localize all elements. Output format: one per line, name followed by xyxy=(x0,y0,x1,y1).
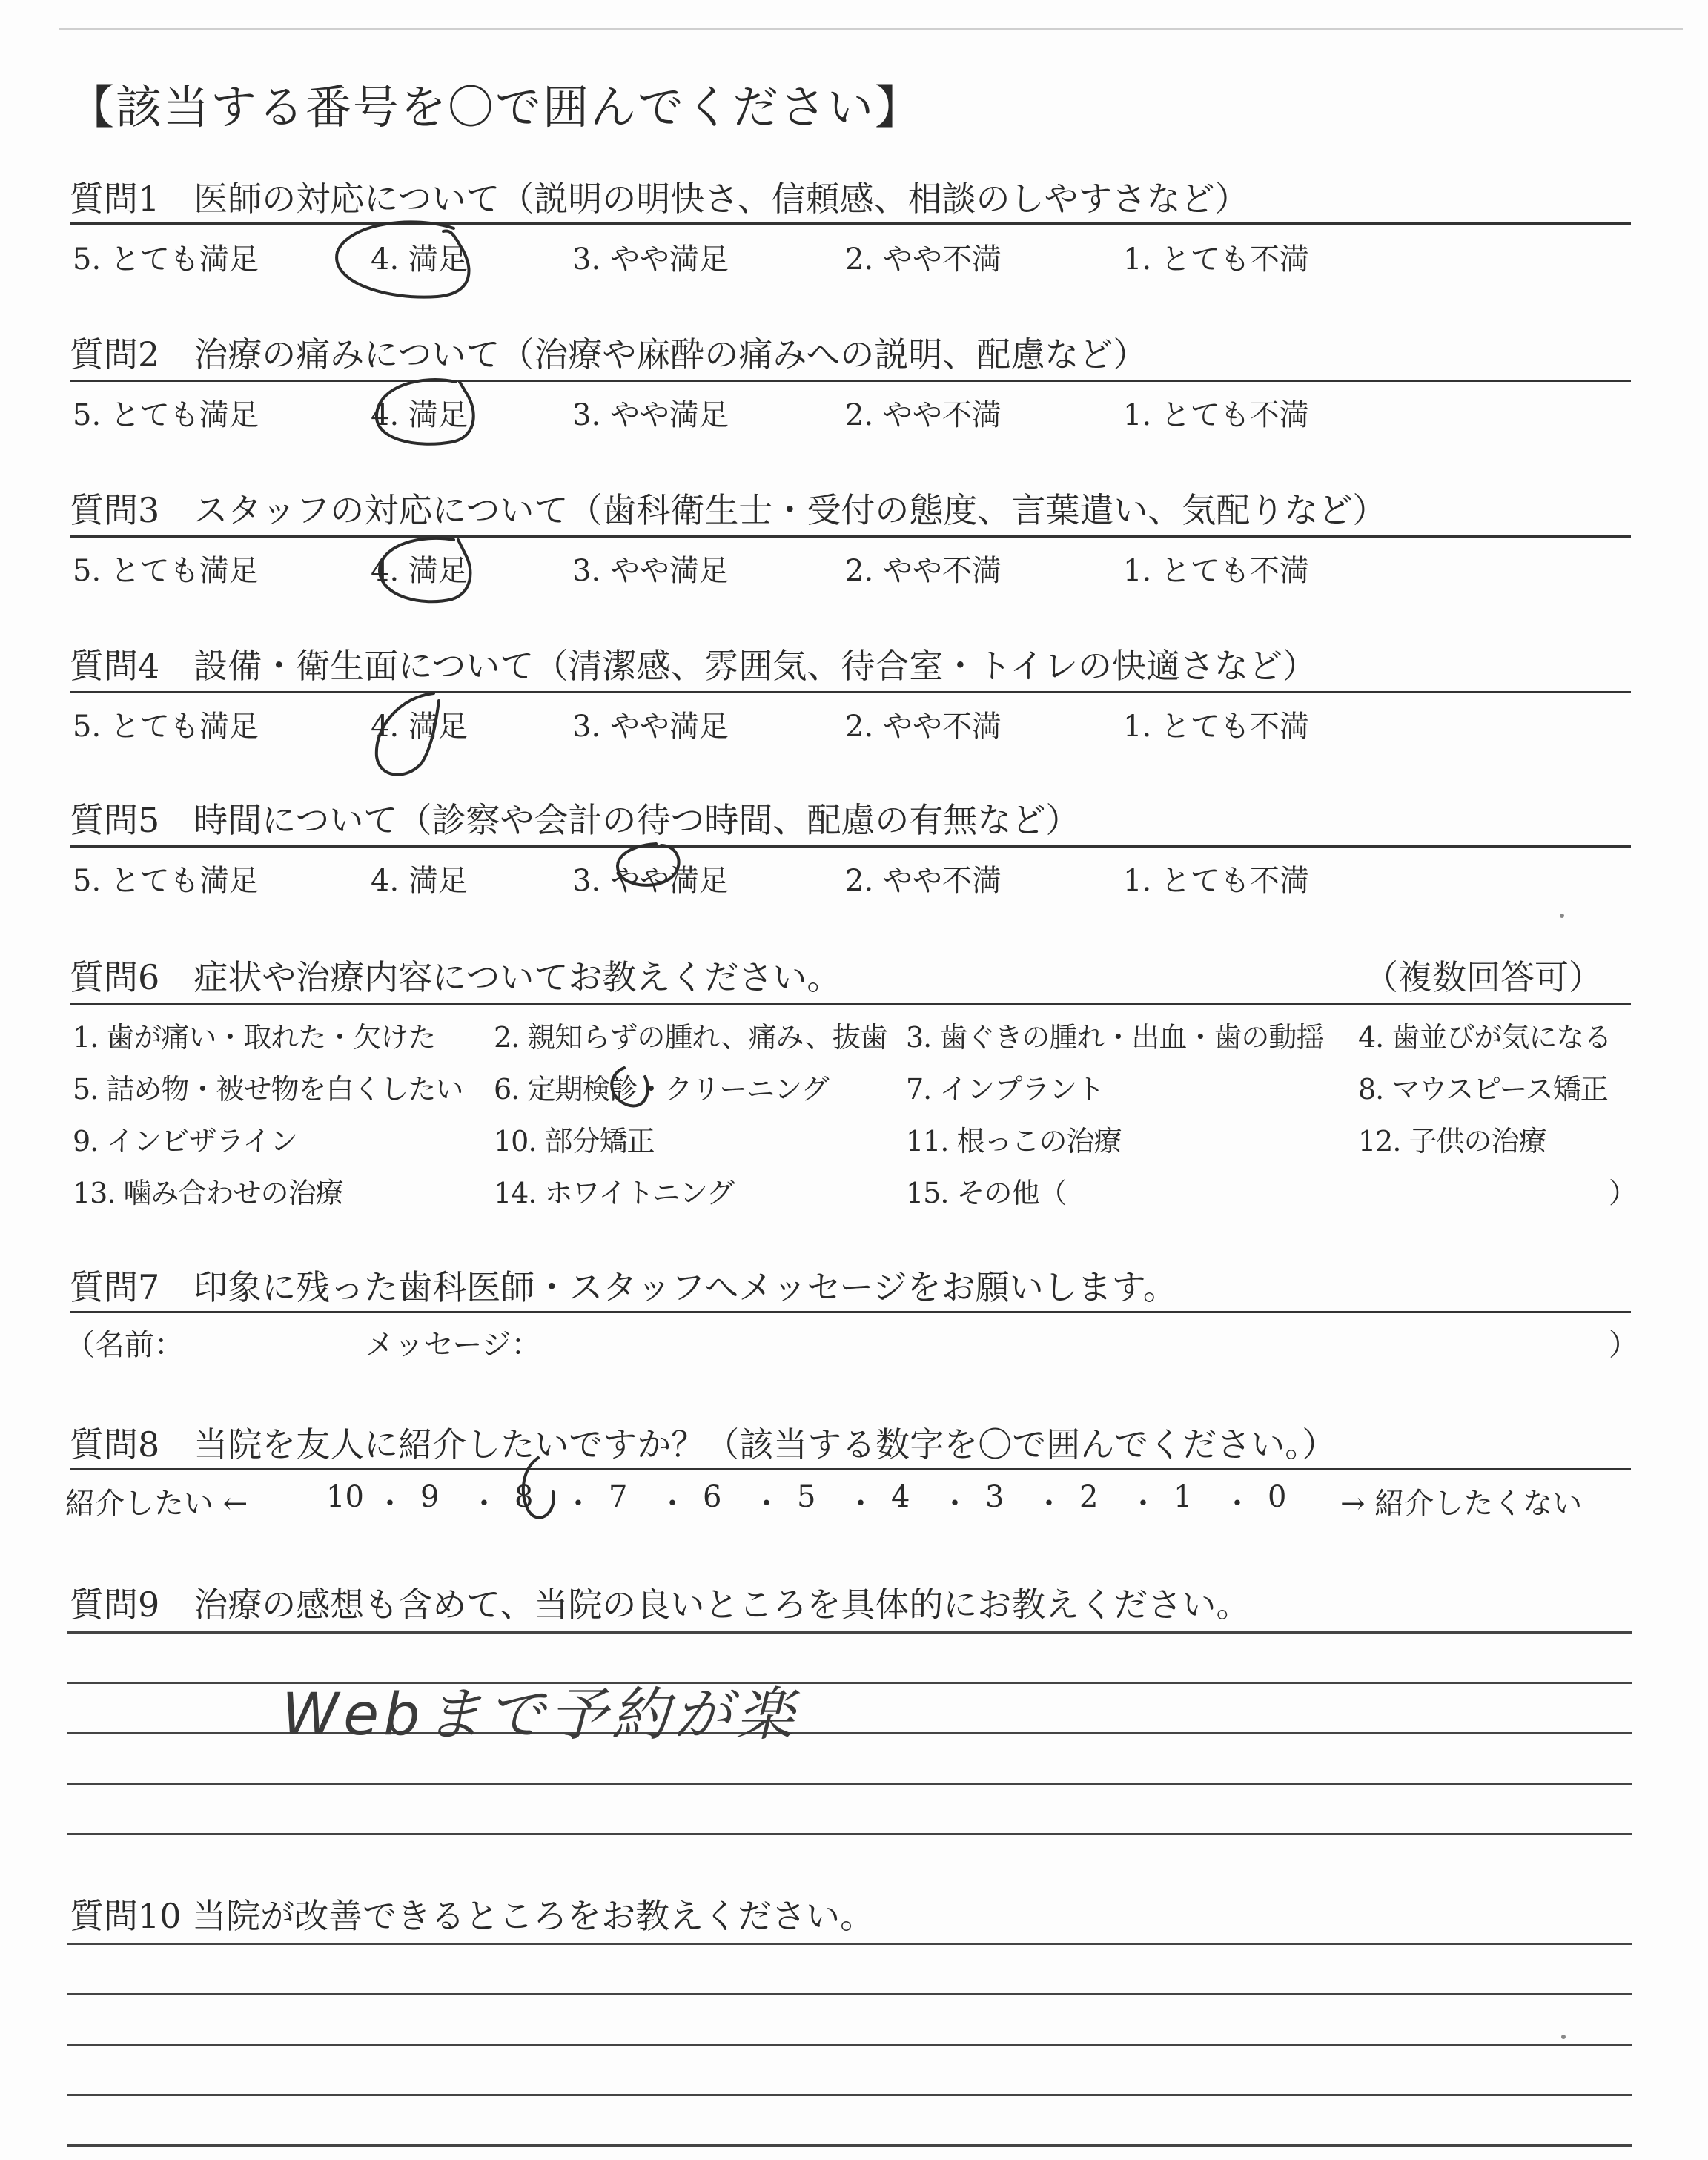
q4-option-5[interactable]: 5. とても満足 xyxy=(73,710,259,744)
q10-write-line-3 xyxy=(67,2044,1632,2046)
q5-option-5[interactable]: 5. とても満足 xyxy=(73,864,259,898)
q6-item-13[interactable]: 13. 噛み合わせの治療 xyxy=(73,1177,343,1209)
question-2-title: 質問2 治療の痛みについて（治療や麻酔の痛みへの説明、配慮など） xyxy=(70,334,1148,374)
q8-scale-separator: ・ xyxy=(1034,1487,1064,1521)
q3-option-5[interactable]: 5. とても満足 xyxy=(73,554,259,588)
q2-option-2[interactable]: 2. やや不満 xyxy=(845,398,1002,432)
q8-scale-separator: ・ xyxy=(846,1487,875,1521)
q5-option-1[interactable]: 1. とても不満 xyxy=(1123,864,1309,898)
q2-option-1[interactable]: 1. とても不満 xyxy=(1123,398,1309,432)
page-header: 【該当する番号を〇で囲んでください】 xyxy=(68,80,923,134)
q4-option-1[interactable]: 1. とても不満 xyxy=(1123,710,1309,744)
q1-option-1[interactable]: 1. とても不満 xyxy=(1123,242,1309,277)
question-6-note: （複数回答可） xyxy=(1364,957,1603,997)
q7-message-label: メッセージ： xyxy=(365,1328,541,1362)
q6-item-3[interactable]: 3. 歯ぐきの腫れ・出血・歯の動揺 xyxy=(906,1021,1324,1054)
q8-scale-number[interactable]: 10 xyxy=(326,1480,364,1514)
q8-scale-separator: ・ xyxy=(940,1487,970,1521)
q2-option-3[interactable]: 3. やや満足 xyxy=(572,398,729,432)
q3-option-4[interactable]: 4. 満足 xyxy=(371,554,468,588)
q9-handwritten-answer: Webまで予約が楽 xyxy=(282,1682,798,1748)
q5-option-2[interactable]: 2. やや不満 xyxy=(845,864,1002,898)
q2-option-5[interactable]: 5. とても満足 xyxy=(73,398,259,432)
question-2-rule xyxy=(70,380,1631,382)
q1-option-4[interactable]: 4. 満足 xyxy=(371,242,468,277)
question-6-rule xyxy=(70,1003,1631,1005)
question-8-title: 質問8 当院を友人に紹介したいですか？（該当する数字を〇で囲んでください。） xyxy=(70,1424,1337,1464)
q6-item-5[interactable]: 5. 詰め物・被せ物を白くしたい xyxy=(73,1073,463,1106)
question-9-title: 質問9 治療の感想も含めて、当院の良いところを具体的にお教えください。 xyxy=(70,1585,1251,1625)
q8-scale-number[interactable]: 3 xyxy=(985,1480,1004,1514)
q10-write-line-4 xyxy=(67,2094,1632,2096)
q4-option-3[interactable]: 3. やや満足 xyxy=(572,710,729,744)
question-3-title: 質問3 スタッフの対応について（歯科衛生士・受付の態度、言葉遣い、気配りなど） xyxy=(70,490,1387,530)
q3-option-1[interactable]: 1. とても不満 xyxy=(1123,554,1309,588)
q8-scale-number[interactable]: 4 xyxy=(891,1480,910,1514)
q10-write-line-1 xyxy=(67,1943,1632,1945)
q5-option-3[interactable]: 3. やや満足 xyxy=(572,864,729,898)
question-1-rule xyxy=(70,222,1631,225)
q6-item-4[interactable]: 4. 歯並びが気になる xyxy=(1358,1021,1612,1054)
q5-option-4[interactable]: 4. 満足 xyxy=(371,864,468,898)
q8-scale-separator: ・ xyxy=(563,1487,593,1521)
q8-scale-number[interactable]: 8 xyxy=(514,1480,534,1514)
q9-write-line-4 xyxy=(67,1783,1632,1785)
q6-item-10[interactable]: 10. 部分矯正 xyxy=(494,1125,655,1157)
question-6-title: 質問6 症状や治療内容についてお教えください。 xyxy=(70,957,841,997)
question-3-rule xyxy=(70,535,1631,538)
q8-scale-number[interactable]: 9 xyxy=(420,1480,440,1514)
q1-option-5[interactable]: 5. とても満足 xyxy=(73,242,259,277)
q10-write-line-5 xyxy=(67,2144,1632,2147)
q4-option-2[interactable]: 2. やや不満 xyxy=(845,710,1002,744)
question-4-title: 質問4 設備・衛生面について（清潔感、雰囲気、待合室・トイレの快適さなど） xyxy=(70,646,1317,686)
question-7-title: 質問7 印象に残った歯科医師・スタッフへメッセージをお願いします。 xyxy=(70,1267,1177,1307)
q6-item-2[interactable]: 2. 親知らずの腫れ、痛み、抜歯 xyxy=(494,1021,887,1054)
question-5-rule xyxy=(70,845,1631,848)
q6-item-9[interactable]: 9. インビザライン xyxy=(73,1125,298,1157)
q3-option-2[interactable]: 2. やや不満 xyxy=(845,554,1002,588)
q9-write-line-1 xyxy=(67,1631,1632,1634)
q6-item-12[interactable]: 12. 子供の治療 xyxy=(1358,1125,1546,1157)
q4-option-4[interactable]: 4. 満足 xyxy=(371,710,468,744)
q6-item-7[interactable]: 7. インプラント xyxy=(906,1073,1105,1106)
q8-scale-separator: ・ xyxy=(469,1487,499,1521)
q8-scale-number[interactable]: 5 xyxy=(797,1480,816,1514)
q9-write-line-5 xyxy=(67,1833,1632,1835)
q8-scale-separator: ・ xyxy=(375,1487,405,1521)
q6-item-11[interactable]: 11. 根っこの治療 xyxy=(906,1125,1122,1157)
q6-item-15-close-paren: ） xyxy=(1609,1177,1637,1209)
q7-name-label: （名前： xyxy=(65,1328,184,1362)
q6-item-8[interactable]: 8. マウスピース矯正 xyxy=(1358,1073,1608,1106)
question-10-title: 質問10 当院が改善できるところをお教えください。 xyxy=(70,1896,875,1936)
question-4-rule xyxy=(70,691,1631,693)
q6-item-6[interactable]: 6. 定期検診・クリーニング xyxy=(494,1073,829,1106)
q1-option-2[interactable]: 2. やや不満 xyxy=(845,242,1002,277)
q2-option-4[interactable]: 4. 満足 xyxy=(371,398,468,432)
q8-scale-number[interactable]: 2 xyxy=(1079,1480,1099,1514)
question-5-title: 質問5 時間について（診察や会計の待つ時間、配慮の有無など） xyxy=(70,800,1080,840)
question-7-rule xyxy=(70,1311,1631,1313)
q8-scale-number[interactable]: 7 xyxy=(609,1480,628,1514)
q3-option-3[interactable]: 3. やや満足 xyxy=(572,554,729,588)
q8-scale-separator: ・ xyxy=(1222,1487,1252,1521)
q7-close-paren: ） xyxy=(1609,1328,1638,1362)
q8-scale-number[interactable]: 0 xyxy=(1268,1480,1287,1514)
q6-item-15[interactable]: 15. その他（ xyxy=(906,1177,1067,1209)
q6-item-14[interactable]: 14. ホワイトニング xyxy=(494,1177,735,1209)
question-8-rule xyxy=(70,1468,1631,1470)
q8-scale-number[interactable]: 1 xyxy=(1174,1480,1193,1514)
q8-right-label: → 紹介したくない xyxy=(1340,1487,1583,1521)
q6-item-1[interactable]: 1. 歯が痛い・取れた・欠けた xyxy=(73,1021,436,1054)
q10-write-line-2 xyxy=(67,1993,1632,1995)
q1-option-3[interactable]: 3. やや満足 xyxy=(572,242,729,277)
q8-scale-separator: ・ xyxy=(1128,1487,1158,1521)
q8-scale-separator: ・ xyxy=(658,1487,687,1521)
q8-scale-separator: ・ xyxy=(752,1487,781,1521)
q8-number-scale xyxy=(326,1480,1334,1519)
q8-scale-number[interactable]: 6 xyxy=(703,1480,722,1514)
scan-edge-line xyxy=(59,28,1683,30)
question-1-title: 質問1 医師の対応について（説明の明快さ、信頼感、相談のしやすさなど） xyxy=(70,179,1249,219)
scan-speck xyxy=(1561,2035,1566,2039)
scan-speck xyxy=(1560,914,1564,918)
q8-left-label: 紹介したい ← xyxy=(65,1487,248,1521)
